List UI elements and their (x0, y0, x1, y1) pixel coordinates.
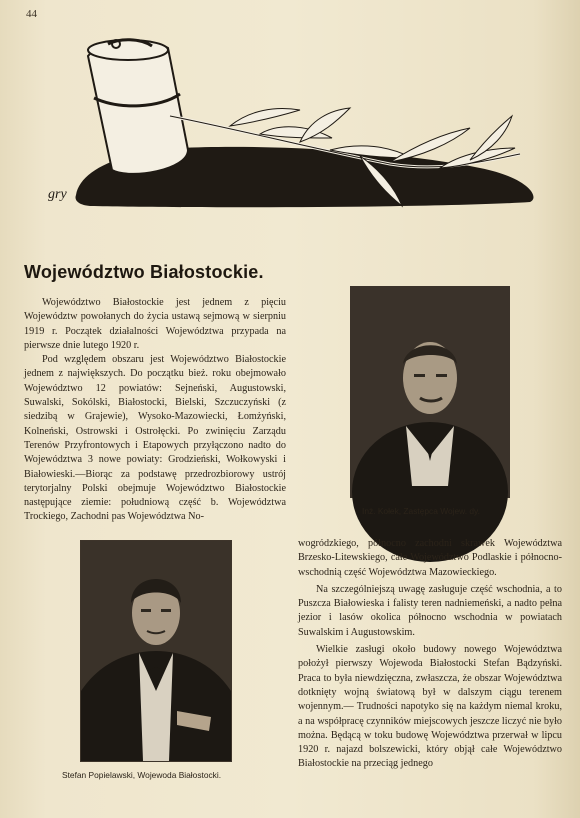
artist-signature: gry (48, 187, 67, 202)
page-number: 44 (26, 8, 37, 20)
paragraph: Na szczególniejszą uwagę zasługuje część wschodnia, a to Puszcza Białowieska i falisty teren nadniemeński, a nadto pełna jezior i lasów okolica północno wschodnia w powiatach Suwalskim i Augustowskim. (298, 583, 562, 638)
caption-popielawski: Stefan Popielawski, Wojewoda Białostocki. (62, 770, 222, 780)
portrait-photo-popielawski (80, 540, 232, 762)
left-column (24, 296, 286, 525)
paragraph: Pod względem obszaru jest Województwo Białostockie jednem z największych. Do początku bież. roku obejmowało Województwo 12 powiatów: Sejneński, Augustowski, Suwalski, Sokólski, Białostocki, Bielski, Szczuczyński (z siedzibą w Grajewie), Wysoko-Mazowiecki, Łomżyński, Kolneński, Ostrowski i Ostrołęcki. Po zwinięciu Zarządu Terenów Przyfrontowych i Etapowych przyłączono nadto do Województwa 3 nowe powiaty: Grodzieński, Wołkowyski i Białowieski.—Biorąc za podstawę przedrozbiorowy ustrój terytorjalny Polski obejmuje Województwo Białostockie następujące ziemie: południową część b. Województwa Trockiego, Zachodni pas Województwa No- (24, 354, 286, 523)
portrait-image (350, 286, 510, 498)
portrait-photo-kolek (350, 286, 510, 498)
article-title: Województwo Białostockie. (24, 262, 264, 282)
caption-kolek: Inż. Kołek, Zastępca Wojew. dy. (362, 506, 480, 516)
portrait-image (81, 541, 231, 761)
inkwell-with-branch-illustration (48, 30, 540, 220)
paragraph: Województwo Białostockie jest jednem z pięciu Województw powołanych do życia ustawą sejmową w sierpniu 1919 r. Początek działalności Województwa przypada na pierwsze dnie lutego 1920 r. (24, 297, 286, 351)
paragraph: wogródzkiego, północno zachodni skrawek Województwa Brzesko-Litewskiego, całe Województwo Podlaskie i północno-wschodnią część Województwa Mazowieckiego. (298, 538, 562, 578)
paragraph: Wielkie zasługi około budowy nowego Województwa położył pierwszy Wojewoda Białostocki Stefan Bądzyński. Praca to była niewdzięczna, zwłaszcza, że obszar Województwa dotknięty wojną światową był w dalszym ciągu terenem wojennym.— Trudności napotyko się na każdym niemal kroku, a na współpracę czynników miejscowych jeszcze liczyć nie było można. Będącą w toku budowę Województwa przerwał w lipcu 1920 r. najazd bolszewicki, który objął całe Województwo Białostockie na przeciąg jednego (298, 644, 562, 770)
right-column (298, 537, 562, 772)
